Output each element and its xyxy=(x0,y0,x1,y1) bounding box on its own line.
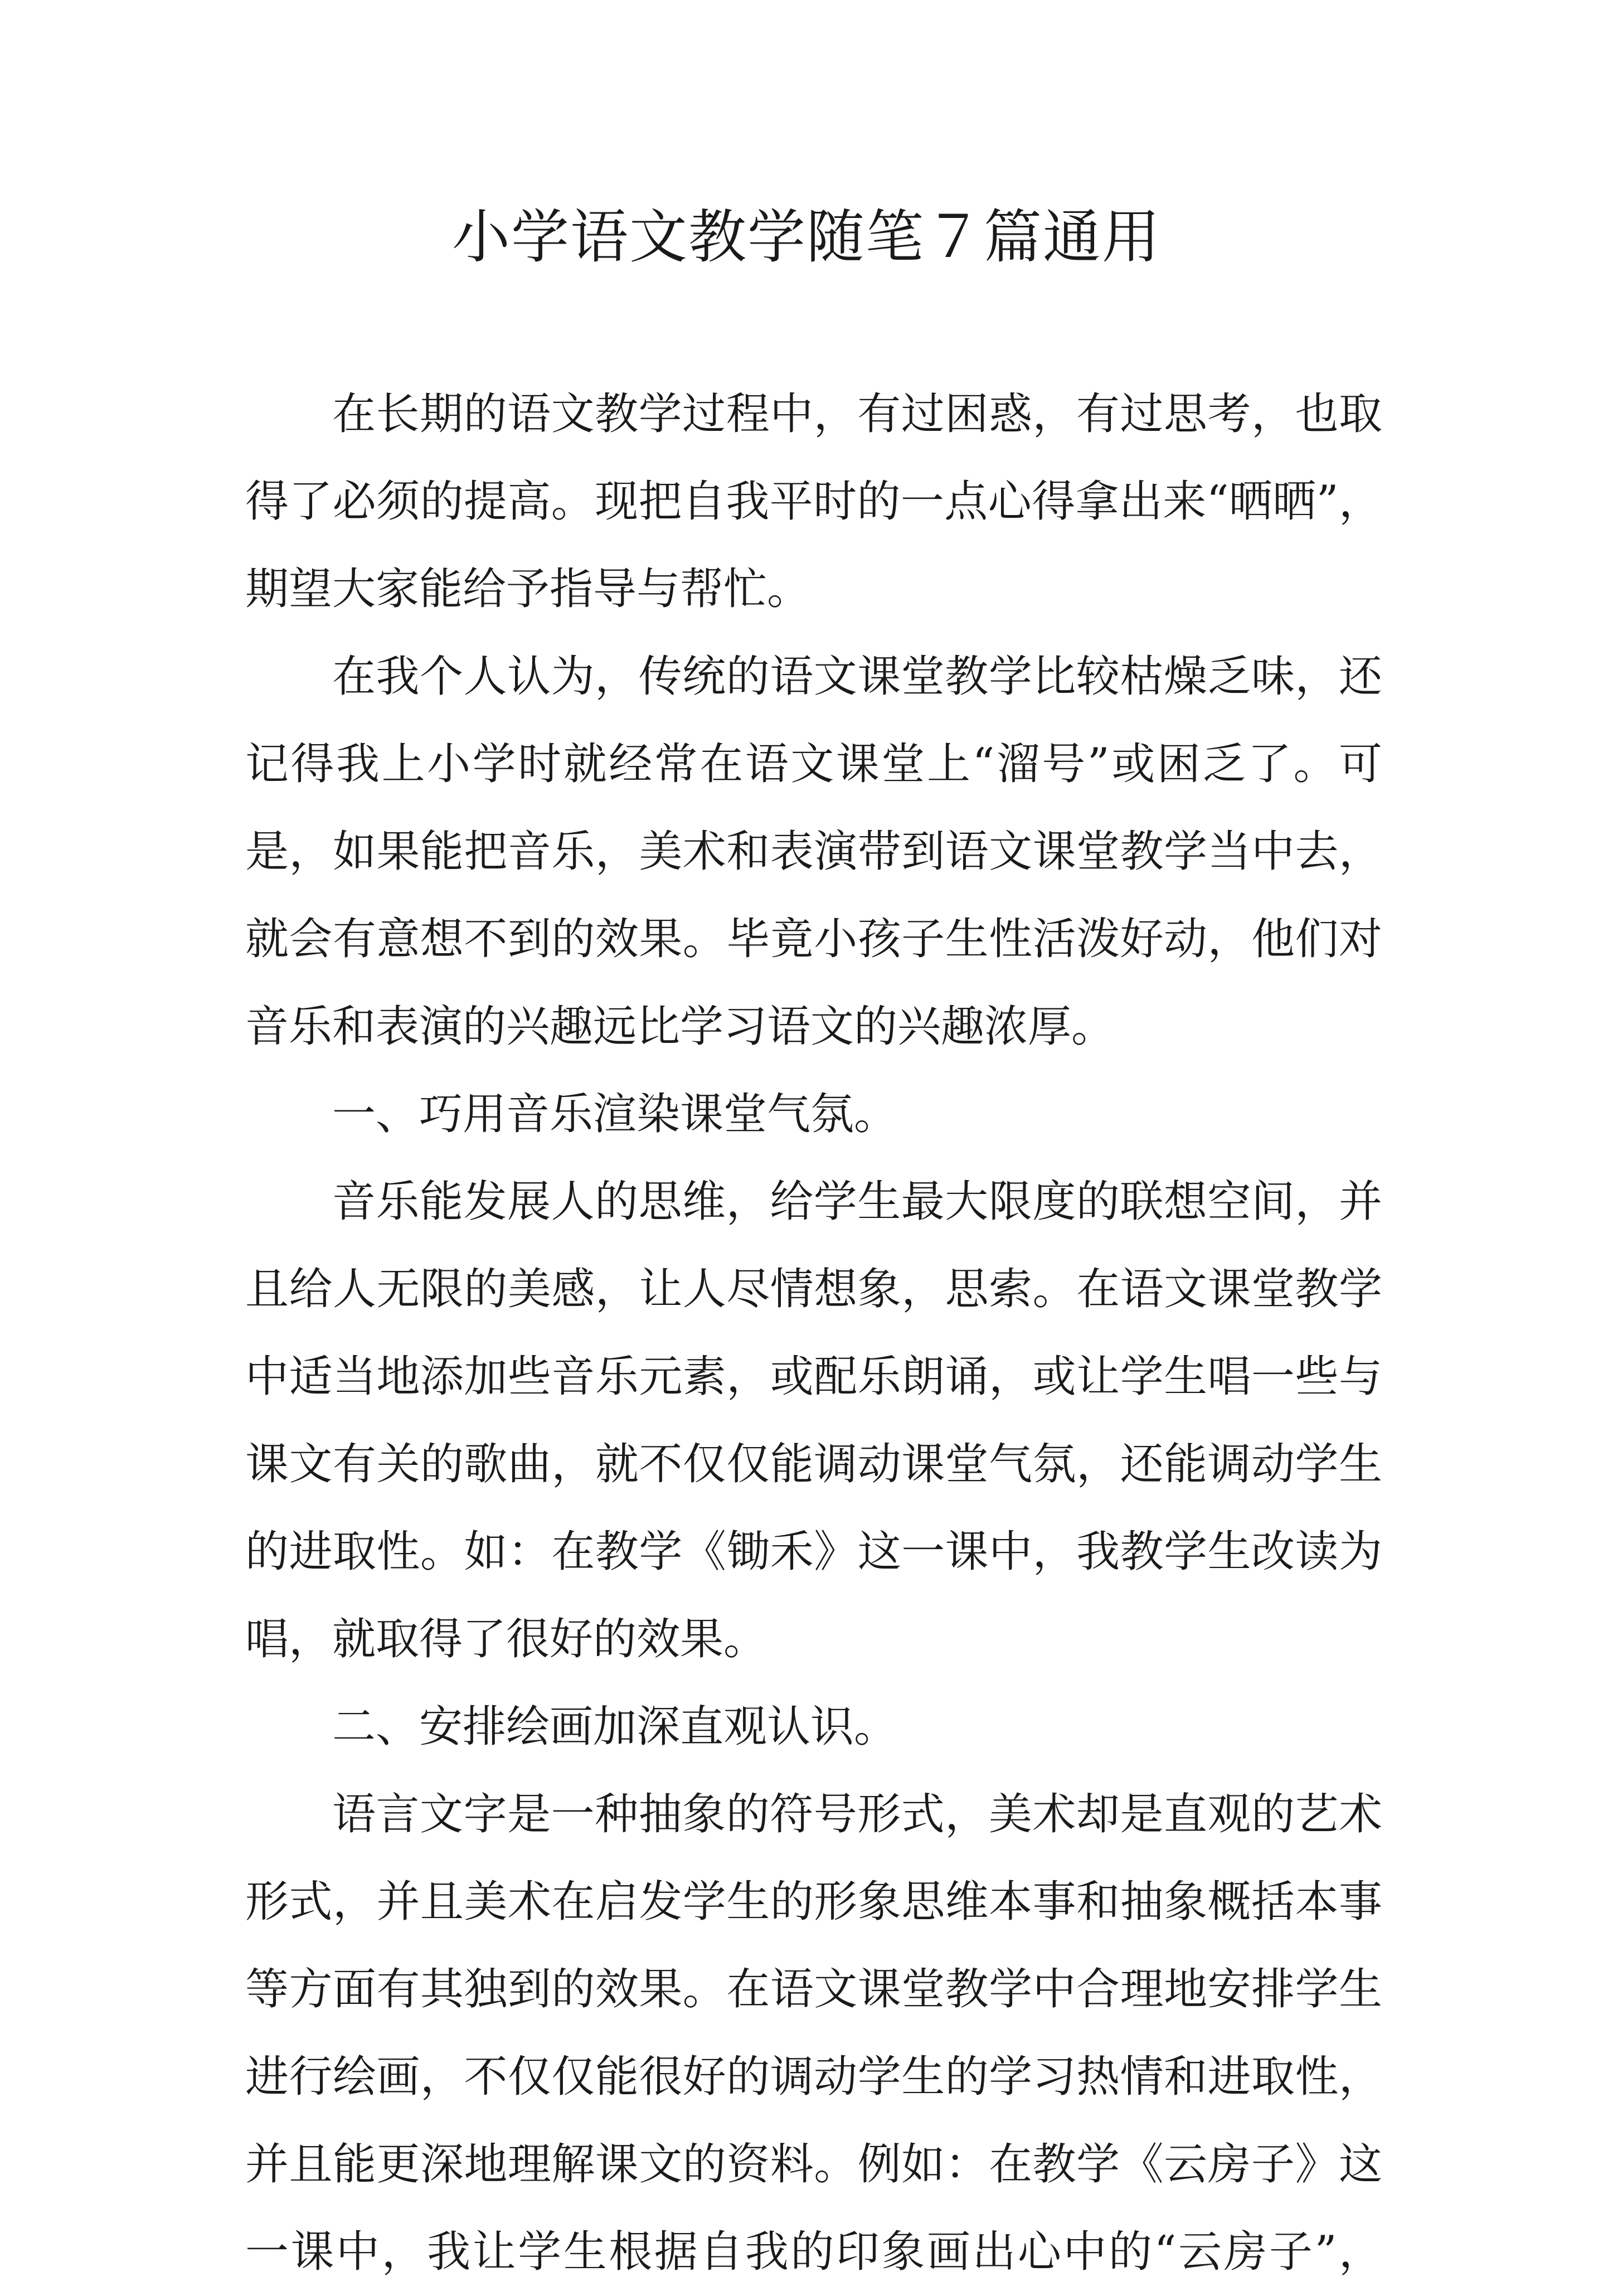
text-line: 并且能更深地理解课文的资料。例如：在教学《云房子》这 xyxy=(245,2139,1382,2190)
text-line: 在长期的语文教学过程中，有过困惑，有过思考，也取 xyxy=(332,389,1382,439)
text-line: 期望大家能给予指导与帮忙。 xyxy=(245,564,811,614)
text-line: 记得我上小学时就经常在语文课堂上“溜号”或困乏了。可 xyxy=(245,739,1382,789)
document-title: 小学语文教学随笔７篇通用 xyxy=(451,203,1161,271)
text-line: 就会有意想不到的效果。毕竟小孩子生性活泼好动，他们对 xyxy=(245,914,1382,964)
text-line: 音乐和表演的兴趣远比学习语文的兴趣浓厚。 xyxy=(245,1002,1115,1052)
text-line: 进行绘画，不仅仅能很好的调动学生的学习热情和进取性， xyxy=(245,2052,1382,2102)
text-line: 唱，就取得了很好的效果。 xyxy=(245,1614,767,1664)
text-line: 形式，并且美术在启发学生的形象思维本事和抽象概括本事 xyxy=(245,1877,1382,1927)
text-line: 等方面有其独到的效果。在语文课堂教学中合理地安排学生 xyxy=(245,1964,1382,2015)
text-line: 是，如果能把音乐，美术和表演带到语文课堂教学当中去， xyxy=(245,827,1382,877)
text-line: 语言文字是一种抽象的符号形式，美术却是直观的艺术 xyxy=(332,1789,1382,1839)
document-body xyxy=(245,371,1382,2296)
text-line: 在我个人认为，传统的语文课堂教学比较枯燥乏味，还 xyxy=(332,652,1382,702)
text-line: 一课中，我让学生根据自我的印象画出心中的“云房子”， xyxy=(245,2227,1382,2277)
text-line: 音乐能发展人的思维，给学生最大限度的联想空间，并 xyxy=(332,1177,1382,1227)
text-line: 中适当地添加些音乐元素，或配乐朗诵，或让学生唱一些与 xyxy=(245,1352,1382,1402)
text-line: 得了必须的提高。现把自我平时的一点心得拿出来“晒晒”， xyxy=(245,477,1382,527)
text-line: 的进取性。如：在教学《锄禾》这一课中，我教学生改读为 xyxy=(245,1527,1382,1577)
text-line: 一、巧用音乐渲染课堂气氛。 xyxy=(332,1089,898,1139)
text-line: 且给人无限的美感，让人尽情想象，思索。在语文课堂教学 xyxy=(245,1264,1382,1314)
text-line: 二、安排绘画加深直观认识。 xyxy=(332,1702,898,1752)
text-line: 课文有关的歌曲，就不仅仅能调动课堂气氛，还能调动学生 xyxy=(245,1439,1382,1489)
